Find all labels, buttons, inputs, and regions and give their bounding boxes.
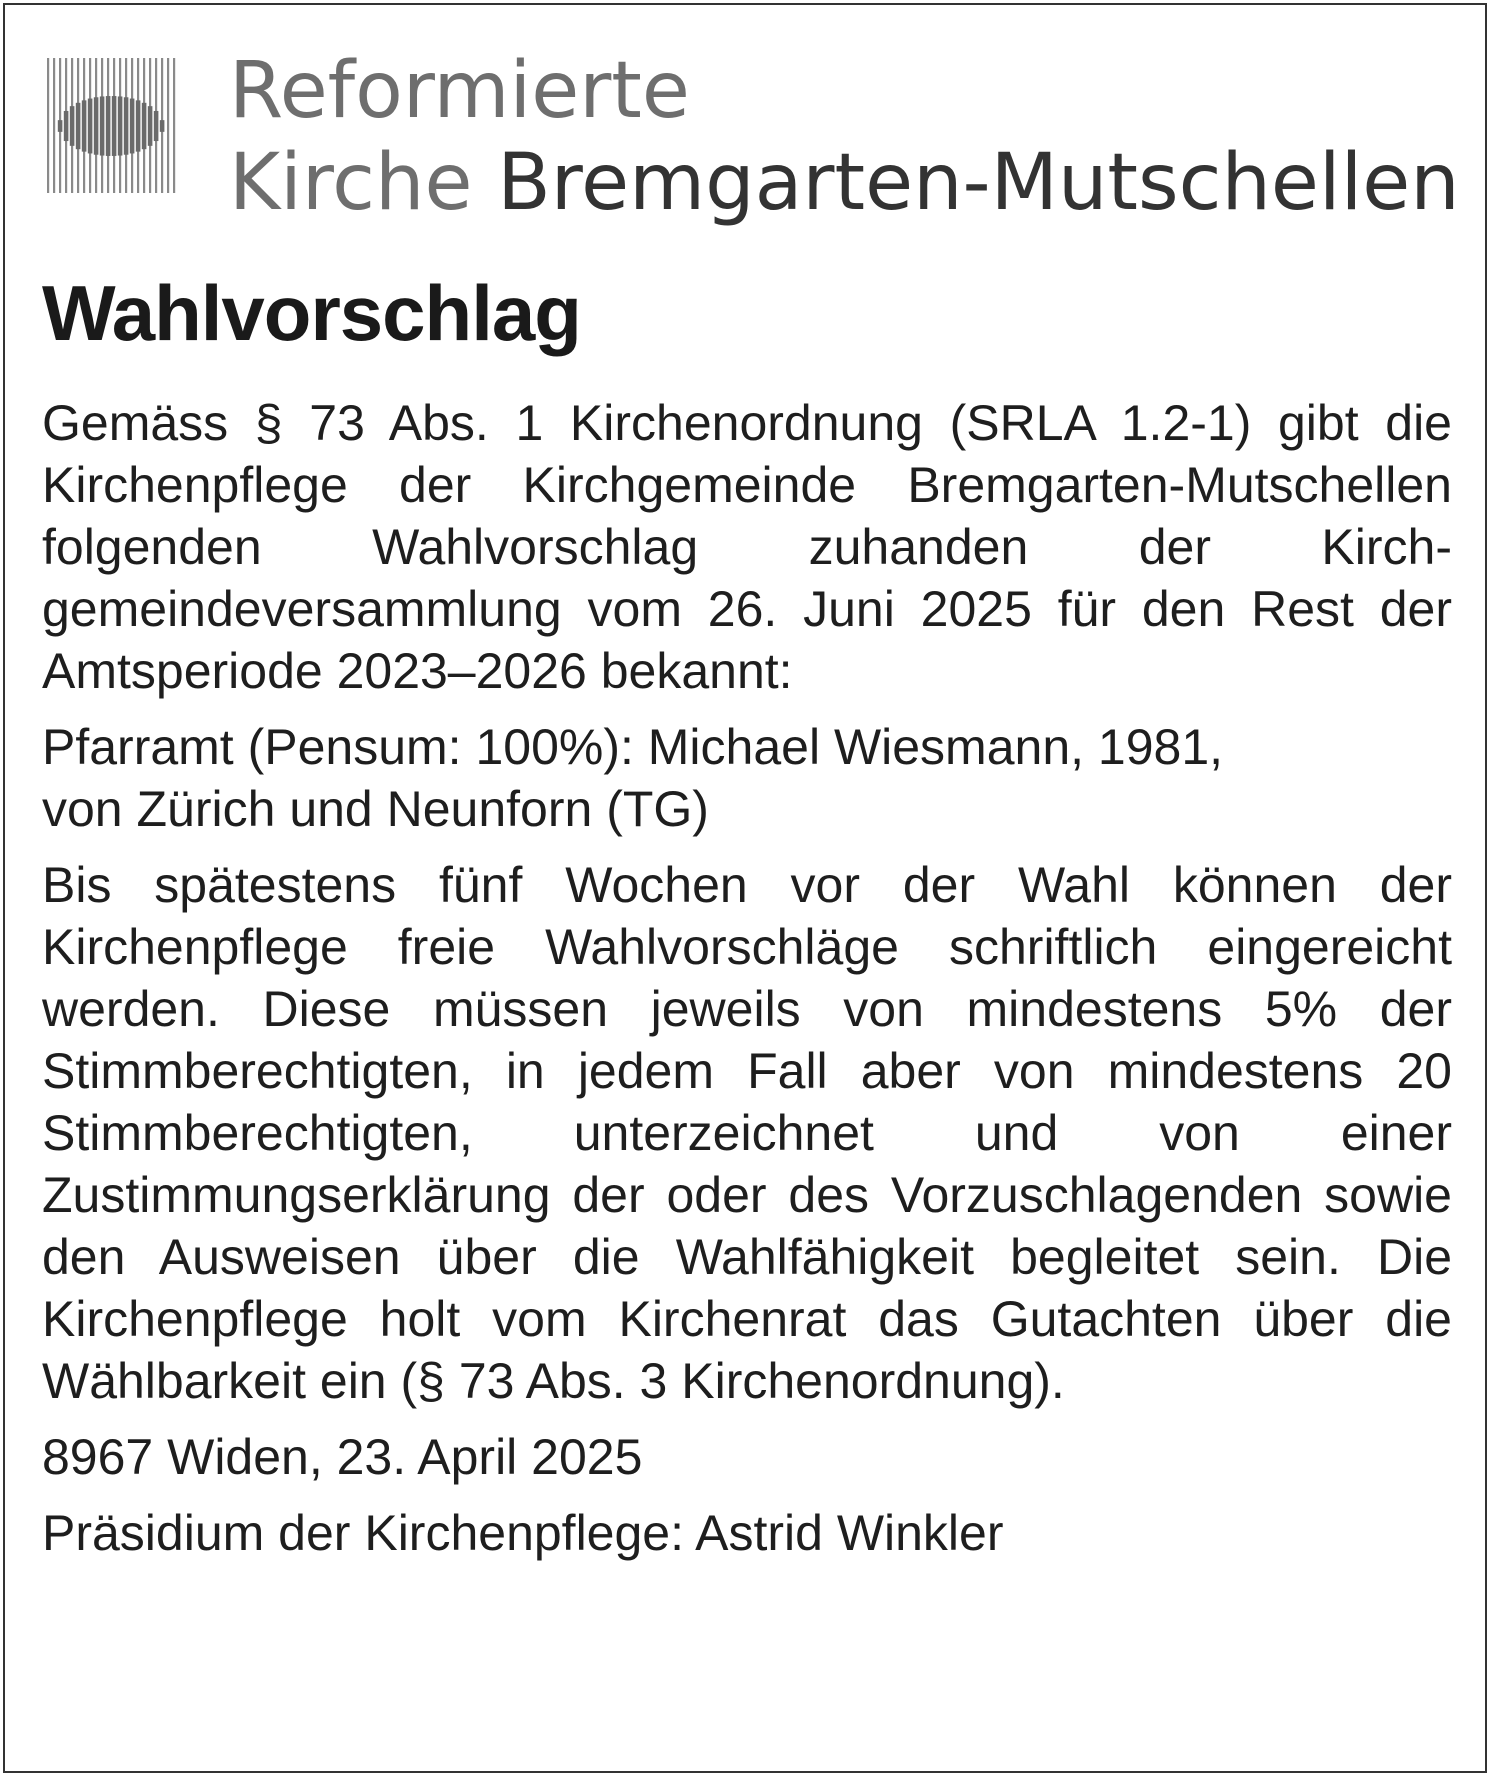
logo-band bbox=[142, 103, 147, 149]
logo-bar bbox=[173, 58, 175, 193]
logo-band bbox=[100, 96, 105, 155]
logo-band bbox=[160, 120, 165, 132]
logo-band bbox=[76, 103, 81, 149]
logo-band bbox=[154, 111, 159, 141]
place-date: 8967 Widen, 23. April 2025 bbox=[42, 1429, 643, 1485]
notice-body bbox=[42, 392, 1452, 1578]
church-logo bbox=[44, 46, 1464, 242]
logo-band bbox=[64, 111, 69, 141]
candidate-line-2: von Zürich und Neunforn (TG) bbox=[42, 781, 709, 837]
logo-band bbox=[88, 99, 93, 154]
logo-band bbox=[58, 120, 63, 132]
logo-line-2-place: Bremgarten-Mutschellen bbox=[497, 138, 1460, 228]
logo-wordmark bbox=[229, 46, 1460, 228]
logo-band bbox=[130, 99, 135, 154]
logo-line-2 bbox=[229, 138, 1460, 228]
logo-line-2-kirche: Kirche bbox=[229, 138, 498, 228]
logo-band bbox=[106, 96, 111, 156]
candidate-paragraph bbox=[42, 716, 1452, 840]
logo-band bbox=[112, 96, 117, 156]
logo-band bbox=[118, 96, 123, 155]
logo-band bbox=[124, 97, 129, 154]
logo-band bbox=[82, 100, 87, 151]
logo-line-1: Reformierte bbox=[229, 46, 690, 136]
rules-paragraph: Bis spätestens fünf Wochen vor der Wahl können der Kirchenpflege freie Wahlvorschläge schriftlich eingereicht werden. Diese müssen jeweils von mindestens 5% der Stimmberechtigten, in jedem Fall aber von mindestens 20 Stimmberechtigten, unterzeichnet und von einer Zustimmungserklärung der oder des Vorzuschlagenden sowie den Ausweisen über die Wahlfähigkeit begleitet sein. Die Kirchenpflege holt vom Kirchenrat das Gutachten über die Wählbarkeit ein (§ 73 Abs. 3 Kirchenordnung). bbox=[42, 857, 1452, 1409]
logo-band bbox=[148, 106, 153, 146]
logo-band bbox=[70, 106, 75, 146]
logo-band bbox=[94, 97, 99, 154]
church-logo-mark-icon bbox=[44, 58, 179, 193]
logo-bar bbox=[167, 58, 169, 193]
logo-bar bbox=[47, 58, 49, 193]
logo-band bbox=[136, 100, 141, 151]
intro-paragraph: Gemäss § 73 Abs. 1 Kirchenordnung (SRLA 1.2-1) gibt die Kirchenpflege der Kirchgemeinde Bremgarten-Mutschellen folgenden Wahlvorschlag zuhanden der Kirchgemeindeversammlung vom 26. Juni 2025 für den Rest der Amtsperiode 2023–2026 bekannt: bbox=[42, 395, 1452, 699]
logo-bar bbox=[53, 58, 55, 193]
signature-line: Präsidium der Kirchenpflege: Astrid Winkler bbox=[42, 1505, 1004, 1561]
candidate-line-1: Pfarramt (Pensum: 100%): Michael Wiesmann, 1981, bbox=[42, 719, 1224, 775]
page-title: Wahlvorschlag bbox=[42, 269, 581, 357]
